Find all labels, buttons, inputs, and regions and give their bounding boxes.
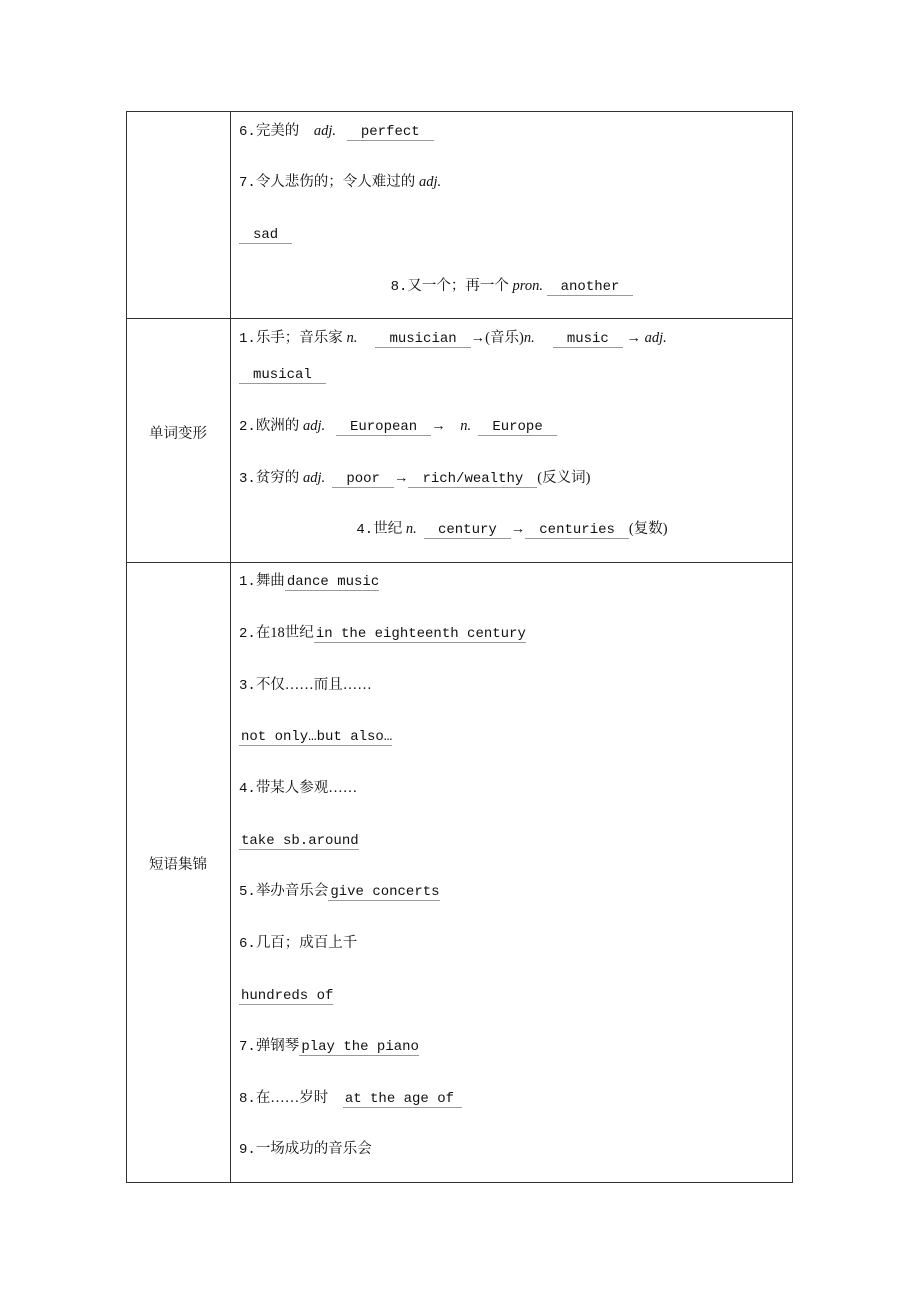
row-divider [126,318,793,319]
phrase-item: 2.在18世纪 in the eighteenth century [239,625,526,642]
answer-blank: another [547,279,634,296]
answer-blank: dance music [286,574,380,590]
arrow-icon: → [393,470,409,486]
answer-blank: hundreds of [241,988,334,1004]
answer-blank: century [424,522,511,539]
answer-blank: take sb.around [241,833,359,849]
arrow-icon: → [431,418,446,434]
phrase-item: 6.几百；成百上千 [239,935,358,952]
vocab-item: 6.完美的 adj. perfect [239,121,434,141]
answer-blank: European [336,419,431,436]
answer-line [239,726,392,746]
phrase-item: 9.一场成功的音乐会 [239,1141,372,1158]
vocab-item: 2.欧洲的 adj. European → n. Europe [239,416,557,436]
vocab-item: 3.贫穷的 adj. poor → rich/wealthy (反义词) [239,470,591,487]
answer-blank: musician [375,331,470,348]
answer-blank: Europe [478,419,556,436]
row-label: 短语集锦 [149,857,207,873]
answer-blank: play the piano [301,1039,419,1055]
answer-blank: centuries [525,522,629,539]
arrow-icon: → [626,330,641,346]
answer-blank: music [553,331,623,348]
row-label: 单词变形 [149,426,207,442]
vocab-item: 7.令人悲伤的；令人难过的 adj. [239,174,442,191]
phrase-item: 8.在……岁时 at the age of [239,1088,462,1108]
phrase-item: 1.舞曲 dance music [239,573,380,590]
answer-blank: give concerts [330,884,440,900]
arrow-icon: → [510,521,526,537]
row-divider [126,562,793,563]
answer-line [239,224,292,244]
phrase-item: 3.不仅……而且…… [239,677,372,694]
answer-blank: at the age of [343,1091,462,1108]
answer-blank: poor [332,471,394,488]
arrow-icon: → [470,330,486,346]
answer-blank: perfect [347,124,434,141]
vocab-item: 8.又一个；再一个 pron. another [231,276,793,296]
answer-blank: in the eighteenth century [315,626,526,642]
answer-line [239,985,333,1005]
answer-blank: musical [239,367,326,384]
vocabulary-table [126,111,793,1183]
vocab-item: 4.世纪 n. century → centuries (复数) [356,521,668,538]
phrase-item: 5.举办音乐会 give concerts [239,883,440,900]
answer-blank: rich/wealthy [408,471,537,488]
answer-blank: not only…but also… [241,729,393,745]
answer-line [239,364,326,384]
column-divider [230,111,231,1183]
vocab-item: 1.乐手；音乐家 n. musician →(音乐)n. music → adj. [239,330,667,347]
phrase-item: 7.弹钢琴 play the piano [239,1038,419,1055]
phrase-item: 4.带某人参观…… [239,780,358,797]
answer-line [239,830,359,850]
answer-blank: sad [239,227,292,244]
